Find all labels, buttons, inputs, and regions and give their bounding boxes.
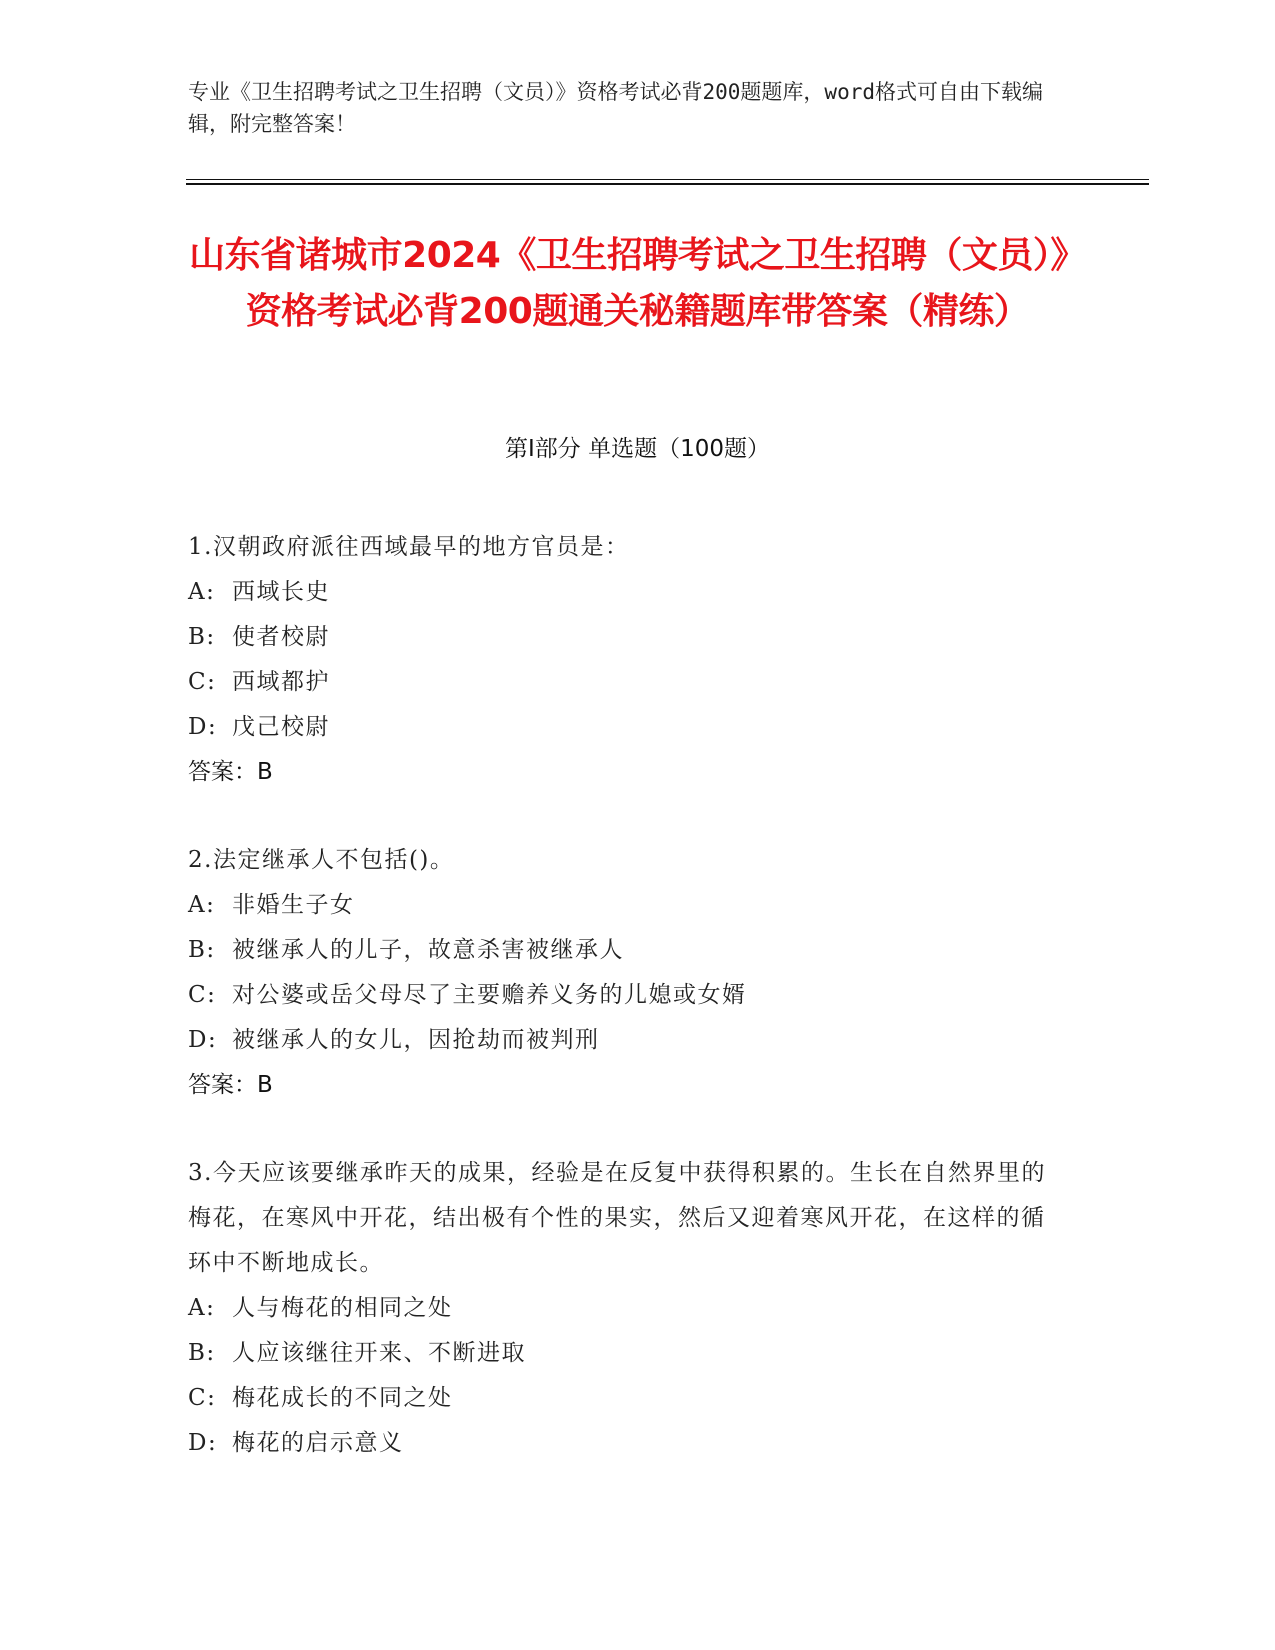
option-text: 梅花成长的不同之处: [232, 1385, 453, 1411]
option-d: [188, 705, 1068, 750]
option-b: [188, 615, 1068, 660]
question-stem: 1.汉朝政府派往西域最早的地方官员是：: [188, 534, 630, 560]
option-b: [188, 1331, 1068, 1376]
option-key: B:: [188, 624, 216, 650]
option-a: [188, 570, 1068, 615]
option-key: B:: [188, 1340, 216, 1366]
question-3: [188, 1151, 1068, 1466]
option-text: 人应该继往开来、不断进取: [232, 1340, 526, 1366]
option-text: 西域都护: [232, 669, 330, 695]
option-c: [188, 1376, 1068, 1421]
option-key: D:: [188, 714, 218, 740]
option-c: [188, 973, 1068, 1018]
option-b: [188, 928, 1068, 973]
question-stem: 2.法定继承人不包括()。: [188, 847, 455, 873]
option-text: 梅花的启示意义: [232, 1430, 404, 1456]
question-stem: 3.今天应该要继承昨天的成果，经验是在反复中获得积累的。生长在自然界里的梅花，在寒风中开花，结出极有个性的果实，然后又迎着寒风开花，在这样的循环中不断地成长。: [188, 1160, 1046, 1276]
answer-line: 答案：B: [188, 759, 273, 785]
option-c: [188, 660, 1068, 705]
answer-line: 答案：B: [188, 1072, 273, 1098]
header-rule-thick: [186, 183, 1149, 185]
option-key: C:: [188, 982, 217, 1008]
question-list: [188, 525, 1068, 1509]
option-text: 被继承人的女儿，因抢劫而被判刑: [232, 1027, 600, 1053]
option-key: C:: [188, 1385, 217, 1411]
question-2: [188, 838, 1068, 1108]
option-key: A:: [188, 892, 216, 918]
option-key: A:: [188, 579, 216, 605]
option-a: [188, 883, 1068, 928]
option-text: 戊己校尉: [232, 714, 330, 740]
option-a: [188, 1286, 1068, 1331]
header-rule-thin: [186, 179, 1149, 180]
option-key: D:: [188, 1027, 218, 1053]
option-text: 使者校尉: [232, 624, 330, 650]
option-text: 对公婆或岳父母尽了主要赡养义务的儿媳或女婿: [232, 982, 747, 1008]
option-key: B:: [188, 937, 216, 963]
section-title: 第Ⅰ部分 单选题（100题）: [505, 436, 770, 462]
option-text: 被继承人的儿子，故意杀害被继承人: [232, 937, 624, 963]
header-note: 专业《卫生招聘考试之卫生招聘（文员）》资格考试必背200题题库，word格式可自由下载编辑，附完整答案！: [188, 80, 1043, 136]
option-text: 非婚生子女: [232, 892, 355, 918]
option-key: A:: [188, 1295, 216, 1321]
option-text: 人与梅花的相同之处: [232, 1295, 453, 1321]
document-title: 山东省诸城市2024《卫生招聘考试之卫生招聘（文员）》资格考试必背200题通关秘籍题库带答案（精练）: [189, 235, 1086, 332]
option-text: 西域长史: [232, 579, 330, 605]
option-d: [188, 1421, 1068, 1466]
option-key: D:: [188, 1430, 218, 1456]
option-key: C:: [188, 669, 217, 695]
option-d: [188, 1018, 1068, 1063]
question-1: [188, 525, 1068, 795]
